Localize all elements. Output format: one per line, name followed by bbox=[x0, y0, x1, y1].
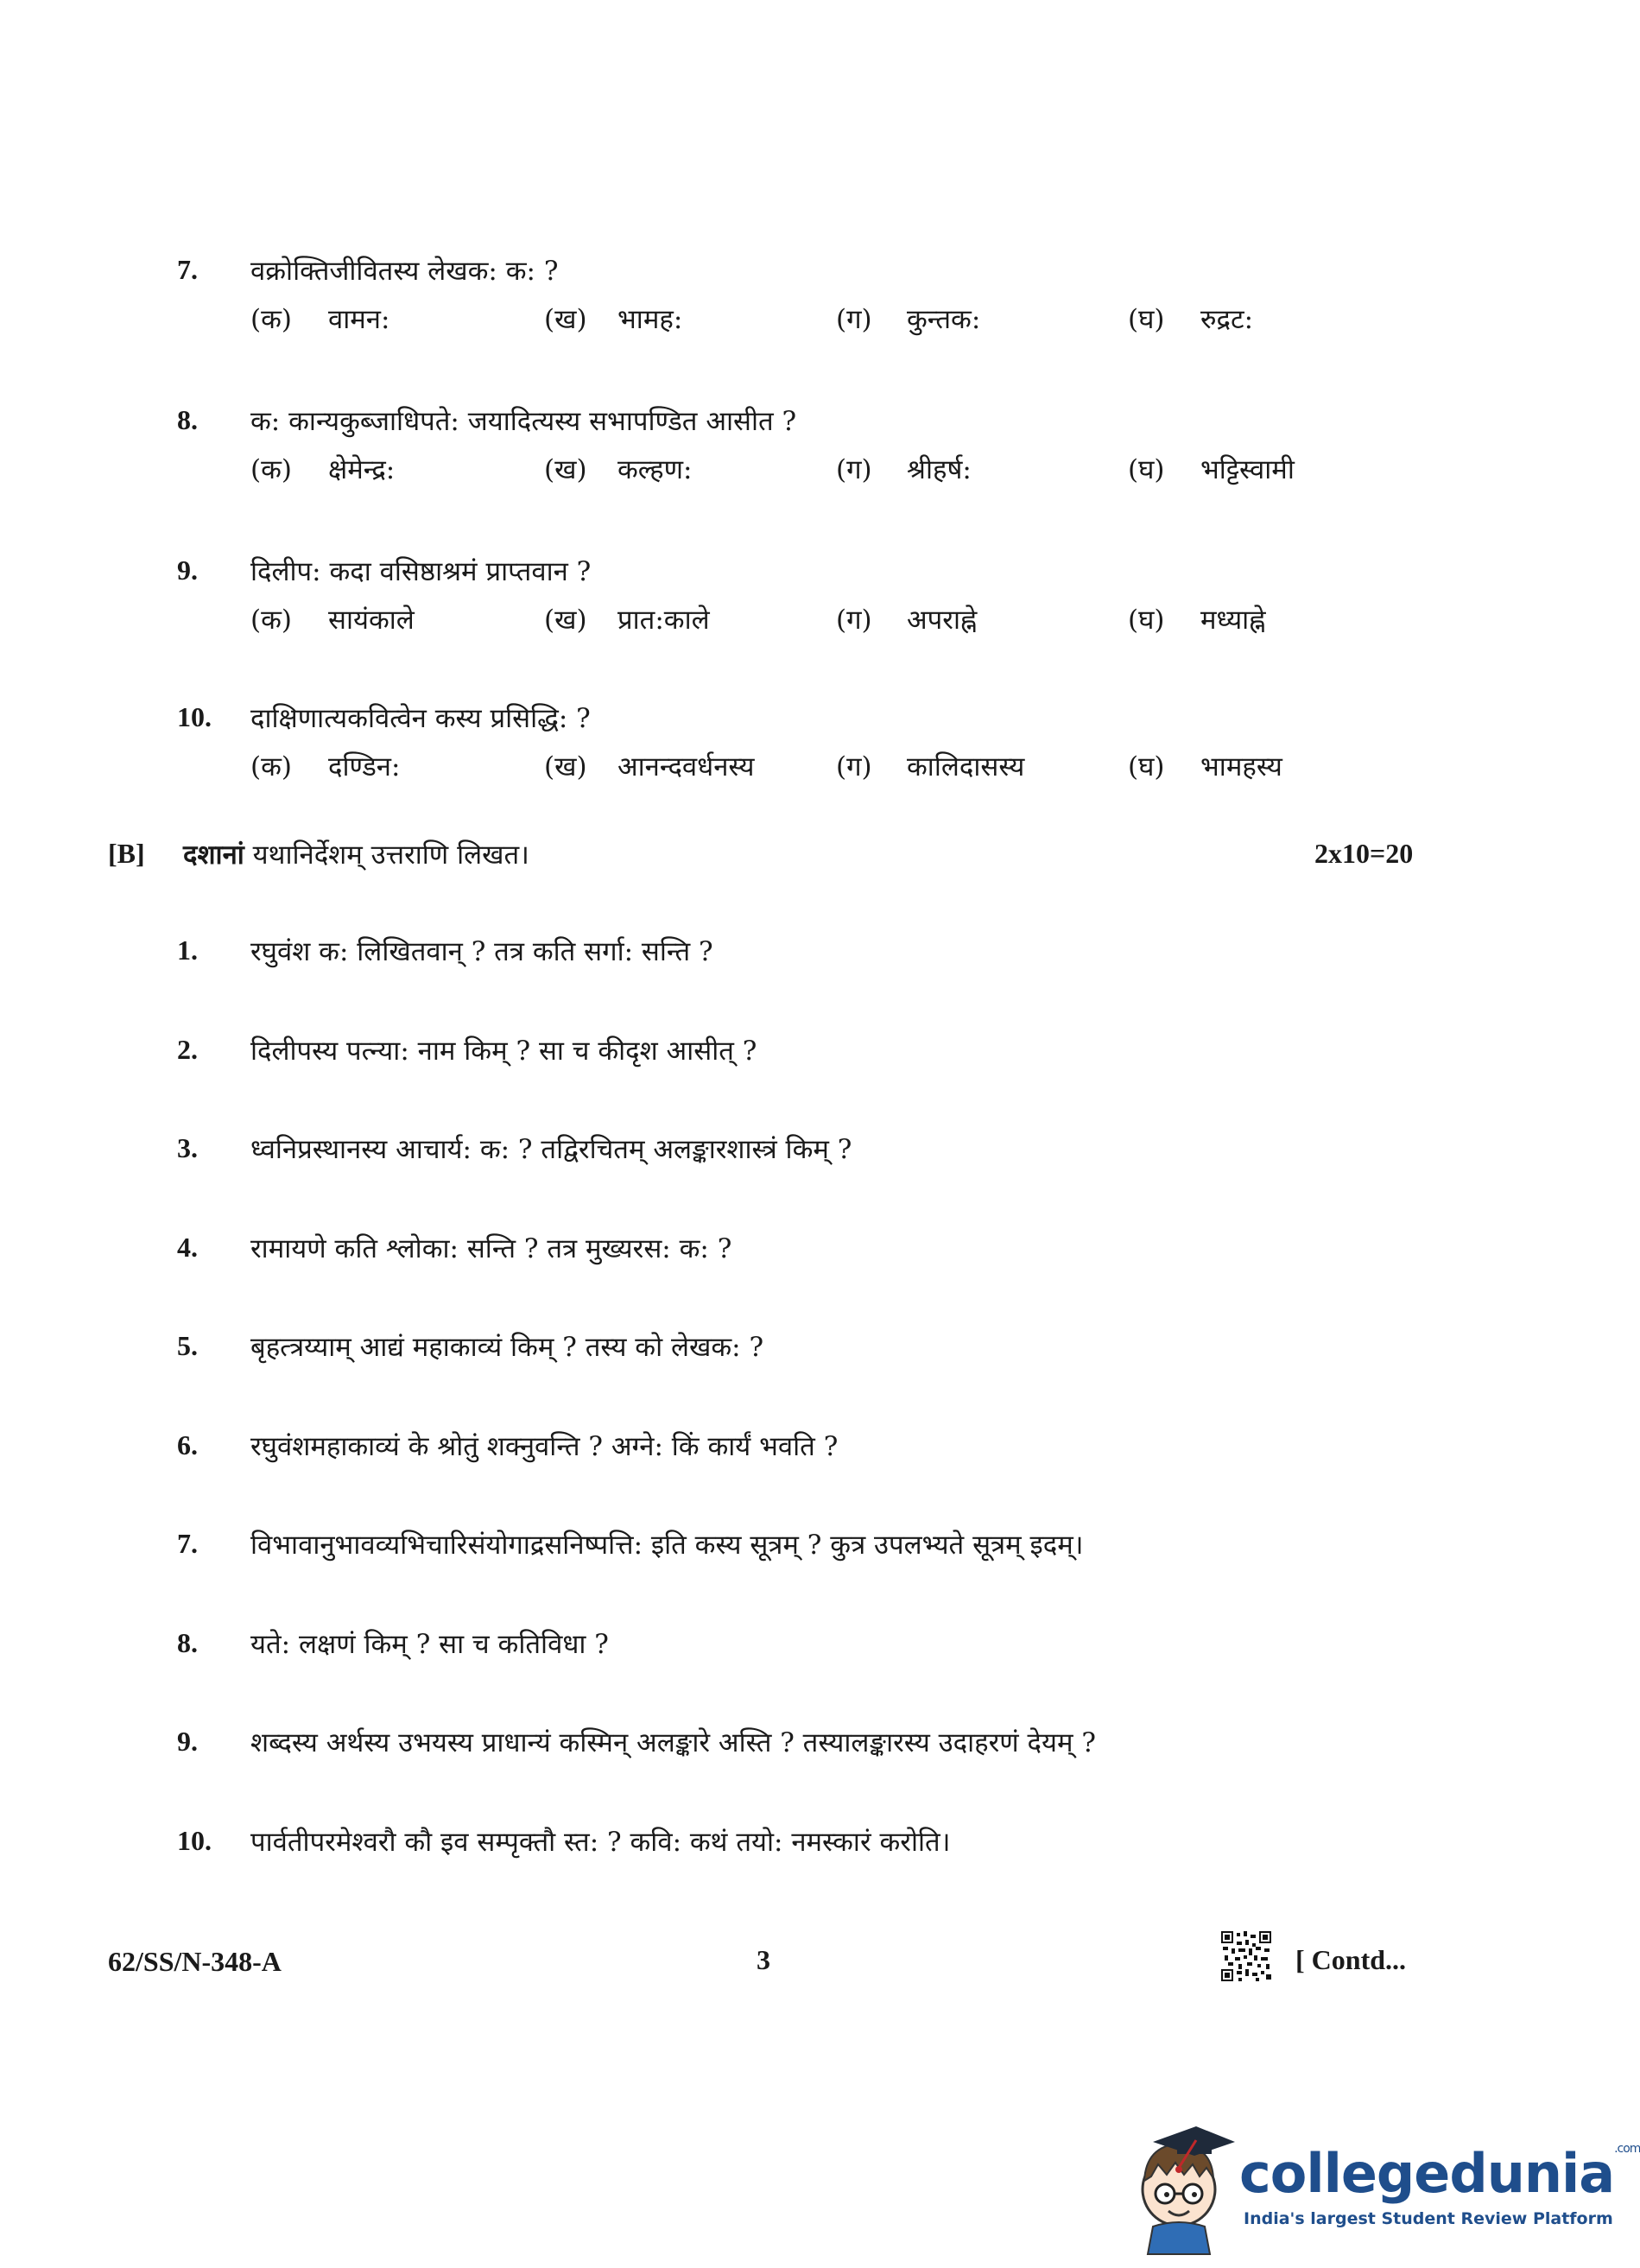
section-b-heading-rest: यथानिर्देशम् उत्तराणि लिखत। bbox=[252, 839, 529, 871]
option-text: रुद्रट: bbox=[1200, 304, 1254, 335]
section-b-heading-bold: दशानां bbox=[183, 839, 244, 871]
question-text: रघुवंश क: लिखितवान् ? तत्र कति सर्गा: सन्ति ? bbox=[250, 936, 713, 967]
question-number: 9. bbox=[177, 554, 198, 586]
question-text: दाक्षिणात्यकवित्वेन कस्य प्रसिद्धि: ? bbox=[250, 703, 591, 734]
option-text: वामन: bbox=[328, 304, 390, 335]
section-b-marks: 2x10=20 bbox=[1314, 838, 1414, 869]
question-number: 8. bbox=[177, 1627, 198, 1658]
mcq-item bbox=[0, 553, 1542, 656]
question-number: 1. bbox=[177, 934, 198, 966]
question-text: रघुवंशमहाकाव्यं के श्रोतुं शक्नुवन्ति ? अग्ने: किं कार्यं भवति ? bbox=[250, 1431, 839, 1462]
question-number: 2. bbox=[177, 1034, 198, 1065]
option-label: (घ) bbox=[1128, 605, 1165, 636]
option-text: भट्टिस्वामी bbox=[1200, 454, 1295, 485]
question-number: 8. bbox=[177, 404, 198, 435]
question-number: 10. bbox=[177, 701, 212, 732]
question-text: पार्वतीपरमेश्वरौ कौ इव सम्पृक्तौ स्त: ? कवि: कथं तयो: नमस्कारं करोति। bbox=[250, 1827, 951, 1858]
section-b-label: [B] bbox=[108, 838, 145, 869]
question-text: शब्दस्य अर्थस्य उभयस्य प्राधान्यं कस्मिन् अलङ्कारे अस्ति ? तस्यालङ्कारस्य उदाहरणं देयम् ? bbox=[250, 1727, 1097, 1758]
option-text: भामह: bbox=[617, 304, 683, 335]
question-number: 5. bbox=[177, 1330, 198, 1361]
option-text: आनन्दवर्धनस्य bbox=[617, 751, 755, 782]
option-label: (घ) bbox=[1128, 751, 1165, 782]
option-label: (क) bbox=[250, 454, 292, 485]
question-text: दिलीपस्य पत्न्या: नाम किम् ? सा च कीदृश आसीत् ? bbox=[250, 1036, 757, 1067]
option-label: (ख) bbox=[544, 454, 587, 485]
question-text: रामायणे कति श्लोका: सन्ति ? तत्र मुख्यरस: क: ? bbox=[250, 1233, 732, 1264]
question-text: वक्रोक्तिजीवितस्य लेखक: क: ? bbox=[250, 256, 559, 287]
question-text: विभावानुभावव्यभिचारिसंयोगाद्रसनिष्पत्ति: इति कस्य सूत्रम् ? कुत्र उपलभ्यते सूत्रम् इदम्। bbox=[250, 1530, 1084, 1561]
mcq-item bbox=[0, 700, 1542, 803]
question-number: 10. bbox=[177, 1825, 212, 1856]
option-label: (क) bbox=[250, 605, 292, 636]
option-text: प्रात:काले bbox=[617, 605, 710, 636]
question-number: 6. bbox=[177, 1429, 198, 1460]
option-text: क्षेमेन्द्र: bbox=[328, 454, 396, 485]
brand-tagline: India's largest Student Review Platform bbox=[1244, 2209, 1613, 2228]
question-number: 7. bbox=[177, 254, 198, 285]
question-number: 4. bbox=[177, 1232, 198, 1263]
continued-label: [ Contd... bbox=[1295, 1944, 1407, 1975]
option-label: (घ) bbox=[1128, 454, 1165, 485]
option-text: कुन्तक: bbox=[907, 304, 981, 335]
option-text: भामहस्य bbox=[1200, 751, 1282, 782]
page-number: 3 bbox=[757, 1944, 770, 1975]
collegedunia-watermark bbox=[1127, 2107, 1640, 2254]
question-number: 9. bbox=[177, 1726, 198, 1757]
brand-suffix: .com bbox=[1614, 2142, 1640, 2156]
mcq-item bbox=[0, 402, 1542, 506]
option-text: दण्डिन: bbox=[328, 751, 401, 782]
option-label: (ख) bbox=[544, 304, 587, 335]
option-text: कल्हण: bbox=[617, 454, 693, 485]
brand-name: collegedunia bbox=[1239, 2142, 1615, 2205]
question-text: यते: लक्षणं किम् ? सा च कतिविधा ? bbox=[250, 1629, 609, 1660]
option-label: (ग) bbox=[836, 454, 872, 485]
option-text: कालिदासस्य bbox=[907, 751, 1025, 782]
qr-code-icon bbox=[1221, 1931, 1271, 1981]
question-number: 3. bbox=[177, 1132, 198, 1163]
question-text: दिलीप: कदा वसिष्ठाश्रमं प्राप्तवान ? bbox=[250, 556, 592, 587]
student-mascot-icon bbox=[1127, 2107, 1239, 2254]
mcq-item bbox=[0, 252, 1542, 356]
option-text: अपराह्ने bbox=[907, 605, 978, 636]
paper-code: 62/SS/N-348-A bbox=[108, 1946, 282, 1977]
option-text: सायंकाले bbox=[328, 605, 415, 636]
option-label: (क) bbox=[250, 751, 292, 782]
question-text: क: कान्यकुब्जाधिपते: जयादित्यस्य सभापण्डित आसीत ? bbox=[250, 406, 797, 437]
question-number: 7. bbox=[177, 1528, 198, 1559]
option-label: (क) bbox=[250, 304, 292, 335]
option-label: (ख) bbox=[544, 751, 587, 782]
option-text: मध्याह्ने bbox=[1200, 605, 1266, 636]
option-label: (ख) bbox=[544, 605, 587, 636]
option-label: (ग) bbox=[836, 605, 872, 636]
question-text: ध्वनिप्रस्थानस्य आचार्य: क: ? तद्विरचितम् अलङ्कारशास्त्रं किम् ? bbox=[250, 1134, 852, 1165]
section-b-heading bbox=[183, 836, 529, 872]
option-label: (घ) bbox=[1128, 304, 1165, 335]
option-label: (ग) bbox=[836, 751, 872, 782]
question-text: बृहत्त्रय्याम् आद्यं महाकाव्यं किम् ? तस्य को लेखक: ? bbox=[250, 1332, 764, 1363]
option-label: (ग) bbox=[836, 304, 872, 335]
option-text: श्रीहर्ष: bbox=[907, 454, 972, 485]
